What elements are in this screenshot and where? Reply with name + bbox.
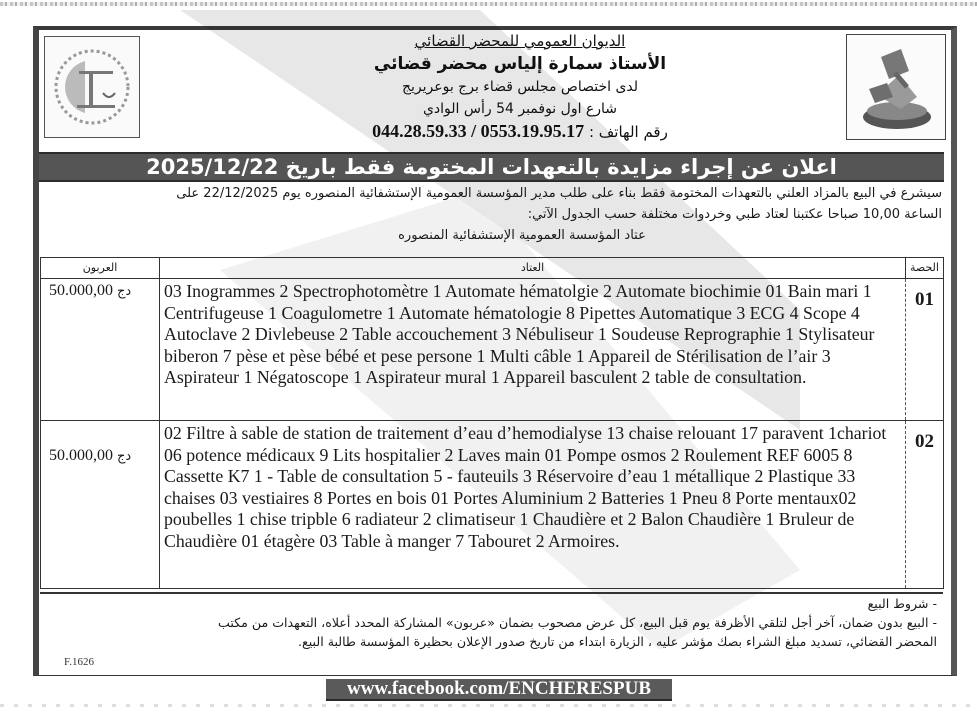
lots-table (40, 257, 944, 589)
table-header-row (41, 258, 944, 279)
justice-scales-icon (45, 37, 139, 137)
col-header-deposit: العربون (41, 258, 160, 279)
lot-deposit (41, 421, 160, 589)
lot-number: 01 (906, 279, 944, 421)
auction-gavel-logo (846, 34, 946, 140)
intro-line-3: عتاد المؤسسة العمومية الإستشفائية المنصوره (398, 228, 646, 243)
phone-numbers: 044.28.59.33 / 0553.19.95.17 (372, 121, 585, 141)
intro-line-2: الساعة 10,00 صباحا عكتبنا لعتاد طبي وخردوات مختلفة حسب الجدول الآتي: (527, 207, 942, 222)
announcement-title: اعلان عن إجراء مزايدة بالتعهدات المختومة فقط باريخ 2025/12/22 (39, 152, 944, 182)
table-row (41, 421, 944, 589)
phone-label: رقم الهاتف : (588, 123, 668, 141)
bailiff-name: الأستاذ سمارة إلياس محضر قضائي (373, 54, 667, 74)
scan-edge-top (0, 2, 977, 6)
col-header-lot: الحصة (906, 258, 944, 279)
gavel-icon (847, 35, 945, 139)
jurisdiction: لدى اختصاص مجلس قضاء برج بوعريريج (401, 79, 639, 95)
sale-conditions (40, 592, 943, 660)
col-header-equipment: العتاد (160, 258, 906, 279)
intro-line-1: سيشرع في البيع بالمزاد العلني بالتعهدات المختومة فقط بناء على طلب مدير المؤسسة العمومية الإستشفائية المنصوره يوم 22/12/2025 على (176, 186, 942, 201)
bailiff-header (260, 30, 780, 143)
ad-reference: F.1626 (64, 656, 94, 668)
conditions-line-2: المحضر القضائي، تسديد مبلغ الشراء بصك مؤشر عليه ، الزيارة ابتداء من تاريخ صدور الإعلان بحظيرة المؤسسة طالبة البيع. (298, 634, 937, 649)
conditions-line-1: - البيع بدون ضمان، آخر أجل لتلقي الأظرفة يوم قبل البيع، كل عرض مصحوب بضمان «عربون» المشاركة المحدد أعلاه، التعهدات من مكتب (217, 615, 937, 630)
facebook-link[interactable]: www.facebook.com/ENCHERESPUB (326, 679, 672, 701)
deposit-amount: 50.000,00 (49, 282, 113, 299)
scan-edge-bottom (0, 704, 977, 707)
currency: دج (117, 449, 132, 464)
lot-number: 02 (906, 421, 944, 589)
currency: دج (117, 284, 132, 299)
lot-description: 03 Inogrammes 2 Spectrophotomètre 1 Automate hématolgie 2 Automate biochimie 01 Bain mari 1 Centrifugeuse 1 Coagulometre 1 Automate hématologie 8 Pipettes Automatique 3 ECG 4 Scope 4 Autoclave 2 Divlebeuse 2 Table accouchement 3 Nébuliseur 1 Soudeuse Reprographie 1 Stylisateur biberon 7 pèse et pèse bébé et pese persone 1 Multi câble 1 Appareil de Stérilisation de l’air 3 Aspirateur 1 Négatoscope 1 Aspirateur mural 1 Appareil basculent 2 table de consultation. (160, 279, 906, 421)
address: شارع اول نوفمبر 54 رأس الوادي (422, 101, 618, 117)
phone-line (260, 120, 780, 143)
court-seal-logo (44, 36, 140, 138)
intro-text (42, 183, 942, 246)
lot-deposit (41, 279, 160, 421)
conditions-title: - شروط البيع (867, 596, 937, 611)
deposit-amount: 50.000,00 (49, 447, 113, 464)
office-title: الديوان العمومي للمحضر القضائي (414, 32, 626, 50)
lot-description: 02 Filtre à sable de station de traitement d’eau d’hemodialyse 13 chaise relouant 17 paravent 1chariot 06 potence médicaux 9 Lits hospitalier 2 Laves main 01 Pompe osmos 2 Roulement REF 6005 8 Cassette K7 1 - Table de consultation 5 - fauteuils 3 Réservoire d’eau 1 métallique 2 Plastique 33 chaises 03 vestiaires 8 Portes en bois 01 Portes Aluminium 2 Batteries 1 Pneu 8 Porte mentaux02 poubelles 1 chise tripble 6 radiateur 2 climatiseur 1 Chaudière et 2 Balon Chaudière 1 Bruleur de Chaudière 01 étagère 03 Table à manger 7 Tabouret 2 Armoires. (160, 421, 906, 589)
table-row (41, 279, 944, 421)
